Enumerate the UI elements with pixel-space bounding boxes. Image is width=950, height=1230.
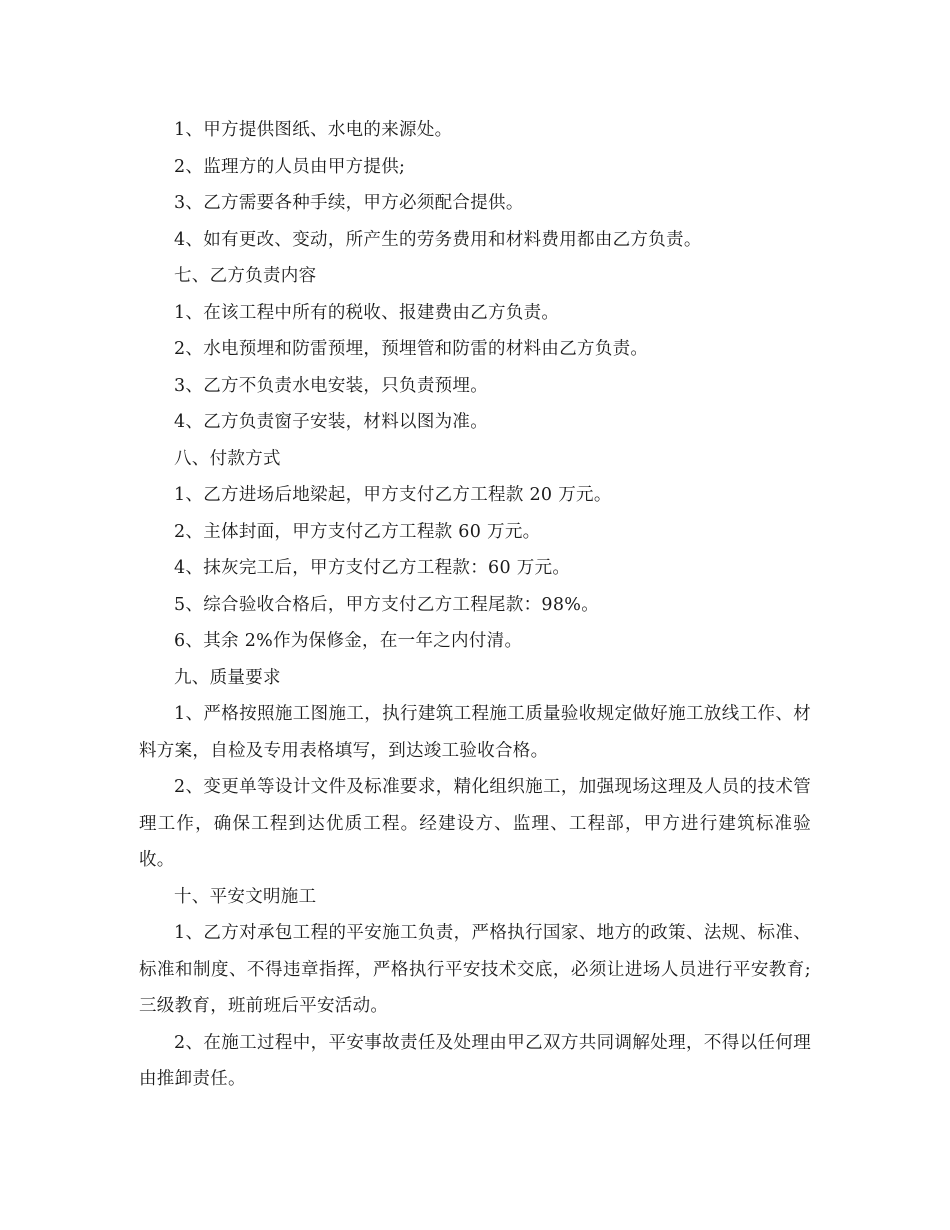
section-heading: 九、质量要求: [174, 667, 281, 688]
paragraph: 2、在施工过程中，平安事故责任及处理由甲乙双方共同调解处理，不得以任何理由推卸责任。: [139, 1032, 811, 1089]
document-body: [139, 112, 811, 1098]
paragraph: 2、水电预埋和防雷预埋，预埋管和防雷的材料由乙方负责。: [174, 339, 649, 359]
paragraph: 6、其余 2%作为保修金，在一年之内付清。: [174, 631, 523, 651]
paragraph: 2、主体封面，甲方支付乙方工程款 60 万元。: [174, 521, 541, 542]
section-heading: 十、平安文明施工: [174, 886, 317, 907]
paragraph: 4、抹灰完工后，甲方支付乙方工程款：60 万元。: [174, 558, 571, 578]
paragraph: 2、变更单等设计文件及标准要求，精化组织施工，加强现场这理及人员的技术管理工作，确保工程到达优质工程。经建设方、监理、工程部，甲方进行建筑标准验收。: [139, 777, 811, 870]
paragraph: 3、乙方需要各种手续，甲方必须配合提供。: [174, 193, 524, 213]
section-heading: 八、付款方式: [174, 448, 281, 469]
paragraph: 1、在该工程中所有的税收、报建费由乙方负责。: [174, 302, 560, 323]
paragraph: 1、乙方对承包工程的平安施工负责，严格执行国家、地方的政策、法规、标准、标准和制度、不得违章指挥，严格执行平安技术交底，必须让进场人员进行平安教育;三级教育，班前班后平安活动。: [139, 923, 811, 1016]
section-heading: 七、乙方负责内容: [174, 266, 317, 286]
paragraph: 4、如有更改、变动，所产生的劳务费用和材料费用都由乙方负责。: [174, 229, 702, 250]
paragraph: 1、甲方提供图纸、水电的来源处。: [174, 120, 453, 140]
paragraph: 2、监理方的人员由甲方提供;: [174, 156, 406, 177]
paragraph: 1、严格按照施工图施工，执行建筑工程施工质量验收规定做好施工放线工作、材料方案，自检及专用表格填写，到达竣工验收合格。: [139, 704, 811, 761]
paragraph: 4、乙方负责窗子安装，材料以图为准。: [174, 412, 489, 432]
paragraph: 1、乙方进场后地梁起，甲方支付乙方工程款 20 万元。: [174, 485, 612, 505]
paragraph: 3、乙方不负责水电安装，只负责预埋。: [174, 375, 489, 396]
paragraph: 5、综合验收合格后，甲方支付乙方工程尾款：98%。: [174, 594, 600, 615]
